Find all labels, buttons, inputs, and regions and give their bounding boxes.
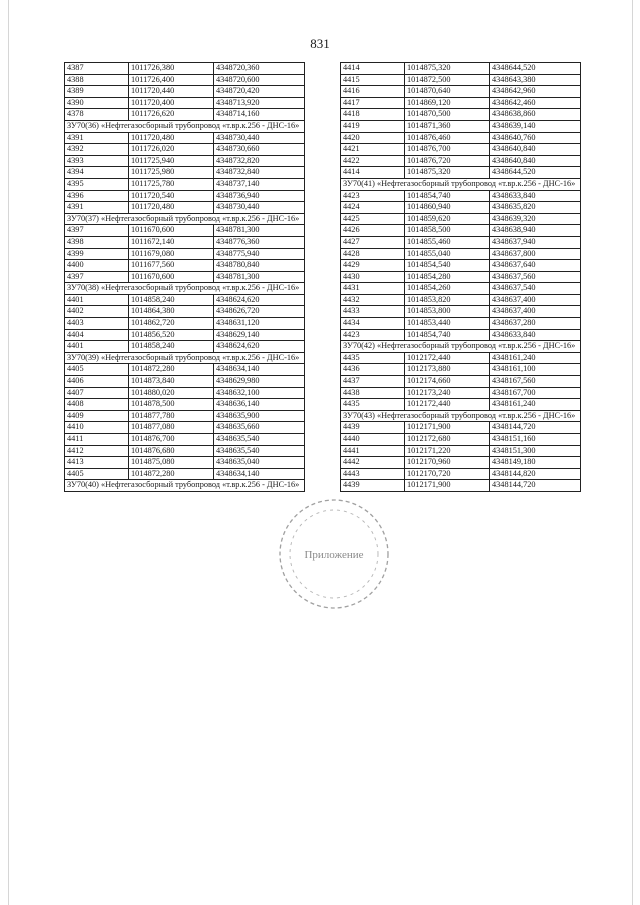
y-coordinate-cell: 4348736,940 bbox=[214, 191, 305, 202]
table-row bbox=[341, 283, 581, 295]
table-row bbox=[341, 237, 581, 249]
table-row bbox=[65, 133, 305, 145]
y-coordinate-cell: 4348636,140 bbox=[214, 399, 305, 410]
table-row bbox=[341, 364, 581, 376]
y-coordinate-cell: 4348144,820 bbox=[490, 469, 581, 480]
y-coordinate-cell: 4348713,920 bbox=[214, 98, 305, 109]
x-coordinate-cell: 1014869,120 bbox=[405, 98, 490, 109]
point-number-cell: 4443 bbox=[341, 469, 405, 480]
y-coordinate-cell: 4348732,840 bbox=[214, 167, 305, 178]
x-coordinate-cell: 1011670,600 bbox=[129, 225, 214, 236]
scan-edge-left bbox=[8, 0, 9, 905]
scan-edge-right bbox=[632, 0, 633, 905]
x-coordinate-cell: 1011726,620 bbox=[129, 109, 214, 120]
y-coordinate-cell: 4348637,560 bbox=[490, 272, 581, 283]
y-coordinate-cell: 4348637,800 bbox=[490, 249, 581, 260]
y-coordinate-cell: 4348151,160 bbox=[490, 434, 581, 445]
table-row bbox=[341, 225, 581, 237]
x-coordinate-cell: 1014880,020 bbox=[129, 388, 214, 399]
x-coordinate-cell: 1014877,080 bbox=[129, 422, 214, 433]
point-number-cell: 4388 bbox=[65, 75, 129, 86]
y-coordinate-cell: 4348633,840 bbox=[490, 330, 581, 341]
x-coordinate-cell: 1011677,560 bbox=[129, 260, 214, 271]
point-number-cell: 4435 bbox=[341, 399, 405, 410]
table-row bbox=[65, 75, 305, 87]
table-row bbox=[65, 364, 305, 376]
y-coordinate-cell: 4348730,660 bbox=[214, 144, 305, 155]
x-coordinate-cell: 1011720,480 bbox=[129, 202, 214, 213]
point-number-cell: 4423 bbox=[341, 191, 405, 202]
point-number-cell: 4432 bbox=[341, 295, 405, 306]
x-coordinate-cell: 1012170,720 bbox=[405, 469, 490, 480]
point-number-cell: 4420 bbox=[341, 133, 405, 144]
table-row bbox=[341, 376, 581, 388]
table-row bbox=[65, 295, 305, 307]
y-coordinate-cell: 4348781,300 bbox=[214, 225, 305, 236]
table-row bbox=[341, 167, 581, 179]
x-coordinate-cell: 1014854,260 bbox=[405, 283, 490, 294]
y-coordinate-cell: 4348640,840 bbox=[490, 156, 581, 167]
table-row bbox=[341, 272, 581, 284]
y-coordinate-cell: 4348737,140 bbox=[214, 179, 305, 190]
table-row bbox=[341, 202, 581, 214]
point-number-cell: 4402 bbox=[65, 306, 129, 317]
x-coordinate-cell: 1012174,660 bbox=[405, 376, 490, 387]
y-coordinate-cell: 4348638,860 bbox=[490, 109, 581, 120]
y-coordinate-cell: 4348161,240 bbox=[490, 399, 581, 410]
point-number-cell: 4404 bbox=[65, 330, 129, 341]
x-coordinate-cell: 1014875,320 bbox=[405, 167, 490, 178]
point-number-cell: 4430 bbox=[341, 272, 405, 283]
x-coordinate-cell: 1011726,020 bbox=[129, 144, 214, 155]
x-coordinate-cell: 1014872,500 bbox=[405, 75, 490, 86]
point-number-cell: 4414 bbox=[341, 167, 405, 178]
table-row bbox=[341, 353, 581, 365]
table-row bbox=[341, 318, 581, 330]
section-header: ЗУ70(37) «Нефтегазосборный трубопровод «т.вр.к.256 - ДНС-16» bbox=[65, 214, 305, 226]
y-coordinate-cell: 4348149,180 bbox=[490, 457, 581, 468]
x-coordinate-cell: 1011725,780 bbox=[129, 179, 214, 190]
table-row bbox=[341, 399, 581, 411]
y-coordinate-cell: 4348780,840 bbox=[214, 260, 305, 271]
point-number-cell: 4394 bbox=[65, 167, 129, 178]
x-coordinate-cell: 1014876,460 bbox=[405, 133, 490, 144]
stamp-text: Приложение bbox=[304, 549, 364, 561]
y-coordinate-cell: 4348635,540 bbox=[214, 446, 305, 457]
x-coordinate-cell: 1014870,640 bbox=[405, 86, 490, 97]
y-coordinate-cell: 4348640,760 bbox=[490, 133, 581, 144]
y-coordinate-cell: 4348624,620 bbox=[214, 341, 305, 352]
y-coordinate-cell: 4348634,140 bbox=[214, 469, 305, 480]
point-number-cell: 4398 bbox=[65, 237, 129, 248]
y-coordinate-cell: 4348626,720 bbox=[214, 306, 305, 317]
y-coordinate-cell: 4348714,160 bbox=[214, 109, 305, 120]
point-number-cell: 4416 bbox=[341, 86, 405, 97]
y-coordinate-cell: 4348720,600 bbox=[214, 75, 305, 86]
x-coordinate-cell: 1011726,400 bbox=[129, 75, 214, 86]
x-coordinate-cell: 1014875,320 bbox=[405, 63, 490, 74]
y-coordinate-cell: 4348633,840 bbox=[490, 191, 581, 202]
point-number-cell: 4424 bbox=[341, 202, 405, 213]
x-coordinate-cell: 1011672,140 bbox=[129, 237, 214, 248]
y-coordinate-cell: 4348644,520 bbox=[490, 167, 581, 178]
point-number-cell: 4426 bbox=[341, 225, 405, 236]
table-row bbox=[341, 63, 581, 75]
y-coordinate-cell: 4348635,660 bbox=[214, 422, 305, 433]
x-coordinate-cell: 1014872,280 bbox=[129, 469, 214, 480]
table-row bbox=[341, 214, 581, 226]
y-coordinate-cell: 4348637,640 bbox=[490, 260, 581, 271]
y-coordinate-cell: 4348730,440 bbox=[214, 133, 305, 144]
point-number-cell: 4405 bbox=[65, 364, 129, 375]
x-coordinate-cell: 1014864,380 bbox=[129, 306, 214, 317]
table-row bbox=[65, 202, 305, 214]
point-number-cell: 4437 bbox=[341, 376, 405, 387]
table-row bbox=[65, 422, 305, 434]
y-coordinate-cell: 4348629,140 bbox=[214, 330, 305, 341]
x-coordinate-cell: 1012173,880 bbox=[405, 364, 490, 375]
y-coordinate-cell: 4348730,440 bbox=[214, 202, 305, 213]
table-row bbox=[341, 422, 581, 434]
table-row bbox=[65, 330, 305, 342]
point-number-cell: 4440 bbox=[341, 434, 405, 445]
x-coordinate-cell: 1012171,900 bbox=[405, 422, 490, 433]
point-number-cell: 4393 bbox=[65, 156, 129, 167]
point-number-cell: 4439 bbox=[341, 422, 405, 433]
table-row bbox=[65, 272, 305, 284]
point-number-cell: 4387 bbox=[65, 63, 129, 74]
table-row bbox=[341, 86, 581, 98]
point-number-cell: 4431 bbox=[341, 283, 405, 294]
section-header: ЗУ70(36) «Нефтегазосборный трубопровод «т.вр.к.256 - ДНС-16» bbox=[65, 121, 305, 133]
y-coordinate-cell: 4348167,700 bbox=[490, 388, 581, 399]
x-coordinate-cell: 1014875,080 bbox=[129, 457, 214, 468]
point-number-cell: 4395 bbox=[65, 179, 129, 190]
table-row bbox=[341, 295, 581, 307]
x-coordinate-cell: 1011679,080 bbox=[129, 249, 214, 260]
y-coordinate-cell: 4348634,140 bbox=[214, 364, 305, 375]
y-coordinate-cell: 4348640,840 bbox=[490, 144, 581, 155]
section-header: ЗУ70(41) «Нефтегазосборный трубопровод «т.вр.к.256 - ДНС-16» bbox=[341, 179, 581, 191]
x-coordinate-cell: 1011725,980 bbox=[129, 167, 214, 178]
table-row bbox=[65, 179, 305, 191]
x-coordinate-cell: 1012171,220 bbox=[405, 446, 490, 457]
point-number-cell: 4434 bbox=[341, 318, 405, 329]
point-number-cell: 4397 bbox=[65, 225, 129, 236]
table-row bbox=[341, 191, 581, 203]
point-number-cell: 4428 bbox=[341, 249, 405, 260]
table-row bbox=[341, 434, 581, 446]
table-row bbox=[65, 376, 305, 388]
table-row bbox=[341, 75, 581, 87]
x-coordinate-cell: 1012173,240 bbox=[405, 388, 490, 399]
x-coordinate-cell: 1011725,940 bbox=[129, 156, 214, 167]
x-coordinate-cell: 1014858,240 bbox=[129, 341, 214, 352]
x-coordinate-cell: 1011720,400 bbox=[129, 98, 214, 109]
point-number-cell: 4391 bbox=[65, 133, 129, 144]
x-coordinate-cell: 1014870,500 bbox=[405, 109, 490, 120]
point-number-cell: 4415 bbox=[341, 75, 405, 86]
x-coordinate-cell: 1014854,280 bbox=[405, 272, 490, 283]
point-number-cell: 4417 bbox=[341, 98, 405, 109]
y-coordinate-cell: 4348151,300 bbox=[490, 446, 581, 457]
y-coordinate-cell: 4348775,940 bbox=[214, 249, 305, 260]
point-number-cell: 4409 bbox=[65, 411, 129, 422]
x-coordinate-cell: 1012172,440 bbox=[405, 399, 490, 410]
point-number-cell: 4422 bbox=[341, 156, 405, 167]
table-row bbox=[341, 469, 581, 481]
section-header: ЗУ70(42) «Нефтегазосборный трубопровод «т.вр.к.256 - ДНС-16» bbox=[341, 341, 581, 353]
y-coordinate-cell: 4348732,820 bbox=[214, 156, 305, 167]
y-coordinate-cell: 4348632,100 bbox=[214, 388, 305, 399]
x-coordinate-cell: 1014876,700 bbox=[405, 144, 490, 155]
table-row bbox=[341, 109, 581, 121]
point-number-cell: 4407 bbox=[65, 388, 129, 399]
y-coordinate-cell: 4348635,900 bbox=[214, 411, 305, 422]
x-coordinate-cell: 1011720,480 bbox=[129, 133, 214, 144]
table-row bbox=[65, 306, 305, 318]
table-row bbox=[341, 330, 581, 342]
page-number: 831 bbox=[310, 36, 330, 51]
x-coordinate-cell: 1014855,040 bbox=[405, 249, 490, 260]
point-number-cell: 4405 bbox=[65, 469, 129, 480]
y-coordinate-cell: 4348637,280 bbox=[490, 318, 581, 329]
table-row bbox=[341, 260, 581, 272]
point-number-cell: 4421 bbox=[341, 144, 405, 155]
x-coordinate-cell: 1011670,600 bbox=[129, 272, 214, 283]
section-header: ЗУ70(43) «Нефтегазосборный трубопровод «т.вр.к.256 - ДНС-16» bbox=[341, 411, 581, 423]
point-number-cell: 4390 bbox=[65, 98, 129, 109]
table-row bbox=[65, 167, 305, 179]
y-coordinate-cell: 4348631,120 bbox=[214, 318, 305, 329]
point-number-cell: 4397 bbox=[65, 272, 129, 283]
point-number-cell: 4412 bbox=[65, 446, 129, 457]
table-row bbox=[341, 249, 581, 261]
table-row bbox=[341, 144, 581, 156]
point-number-cell: 4391 bbox=[65, 202, 129, 213]
x-coordinate-cell: 1014873,840 bbox=[129, 376, 214, 387]
table-row bbox=[341, 306, 581, 318]
point-number-cell: 4378 bbox=[65, 109, 129, 120]
y-coordinate-cell: 4348642,960 bbox=[490, 86, 581, 97]
table-row bbox=[65, 249, 305, 261]
x-coordinate-cell: 1012172,440 bbox=[405, 353, 490, 364]
point-number-cell: 4408 bbox=[65, 399, 129, 410]
x-coordinate-cell: 1011720,540 bbox=[129, 191, 214, 202]
point-number-cell: 4399 bbox=[65, 249, 129, 260]
point-number-cell: 4411 bbox=[65, 434, 129, 445]
point-number-cell: 4400 bbox=[65, 260, 129, 271]
round-seal-icon bbox=[275, 495, 393, 613]
y-coordinate-cell: 4348635,540 bbox=[214, 434, 305, 445]
table-row bbox=[65, 156, 305, 168]
x-coordinate-cell: 1011726,380 bbox=[129, 63, 214, 74]
point-number-cell: 4401 bbox=[65, 295, 129, 306]
table-row bbox=[341, 446, 581, 458]
y-coordinate-cell: 4348624,620 bbox=[214, 295, 305, 306]
coordinates-table-right bbox=[340, 62, 581, 492]
x-coordinate-cell: 1014876,680 bbox=[129, 446, 214, 457]
x-coordinate-cell: 1014862,720 bbox=[129, 318, 214, 329]
point-number-cell: 4403 bbox=[65, 318, 129, 329]
table-row bbox=[65, 237, 305, 249]
coordinates-table-left bbox=[64, 62, 305, 492]
table-row bbox=[65, 318, 305, 330]
section-header: ЗУ70(39) «Нефтегазосборный трубопровод «т.вр.к.256 - ДНС-16» bbox=[65, 353, 305, 365]
section-header: ЗУ70(38) «Нефтегазосборный трубопровод «т.вр.к.256 - ДНС-16» bbox=[65, 283, 305, 295]
table-row bbox=[65, 388, 305, 400]
y-coordinate-cell: 4348642,460 bbox=[490, 98, 581, 109]
table-row bbox=[341, 480, 581, 492]
x-coordinate-cell: 1014872,280 bbox=[129, 364, 214, 375]
y-coordinate-cell: 4348629,980 bbox=[214, 376, 305, 387]
table-row bbox=[341, 156, 581, 168]
point-number-cell: 4418 bbox=[341, 109, 405, 120]
y-coordinate-cell: 4348639,140 bbox=[490, 121, 581, 132]
y-coordinate-cell: 4348638,940 bbox=[490, 225, 581, 236]
x-coordinate-cell: 1014853,800 bbox=[405, 306, 490, 317]
point-number-cell: 4419 bbox=[341, 121, 405, 132]
x-coordinate-cell: 1012172,680 bbox=[405, 434, 490, 445]
point-number-cell: 4438 bbox=[341, 388, 405, 399]
table-row bbox=[65, 469, 305, 481]
y-coordinate-cell: 4348637,400 bbox=[490, 306, 581, 317]
table-row bbox=[341, 388, 581, 400]
table-row bbox=[65, 341, 305, 353]
point-number-cell: 4427 bbox=[341, 237, 405, 248]
point-number-cell: 4439 bbox=[341, 480, 405, 491]
table-row bbox=[65, 411, 305, 423]
y-coordinate-cell: 4348639,320 bbox=[490, 214, 581, 225]
x-coordinate-cell: 1014855,460 bbox=[405, 237, 490, 248]
table-row bbox=[65, 191, 305, 203]
x-coordinate-cell: 1014858,500 bbox=[405, 225, 490, 236]
section-header: ЗУ70(40) «Нефтегазосборный трубопровод «т.вр.к.256 - ДНС-16» bbox=[65, 480, 305, 492]
x-coordinate-cell: 1014878,500 bbox=[129, 399, 214, 410]
point-number-cell: 4442 bbox=[341, 457, 405, 468]
point-number-cell: 4413 bbox=[65, 457, 129, 468]
x-coordinate-cell: 1014876,700 bbox=[129, 434, 214, 445]
point-number-cell: 4435 bbox=[341, 353, 405, 364]
point-number-cell: 4406 bbox=[65, 376, 129, 387]
y-coordinate-cell: 4348635,040 bbox=[214, 457, 305, 468]
point-number-cell: 4389 bbox=[65, 86, 129, 97]
table-row bbox=[341, 98, 581, 110]
point-number-cell: 4433 bbox=[341, 306, 405, 317]
y-coordinate-cell: 4348637,940 bbox=[490, 237, 581, 248]
x-coordinate-cell: 1014860,940 bbox=[405, 202, 490, 213]
table-row bbox=[341, 133, 581, 145]
y-coordinate-cell: 4348720,360 bbox=[214, 63, 305, 74]
table-row bbox=[341, 457, 581, 469]
point-number-cell: 4401 bbox=[65, 341, 129, 352]
table-row bbox=[65, 144, 305, 156]
x-coordinate-cell: 1014876,720 bbox=[405, 156, 490, 167]
point-number-cell: 4396 bbox=[65, 191, 129, 202]
point-number-cell: 4414 bbox=[341, 63, 405, 74]
x-coordinate-cell: 1014858,240 bbox=[129, 295, 214, 306]
x-coordinate-cell: 1014854,740 bbox=[405, 330, 490, 341]
table-row bbox=[65, 399, 305, 411]
point-number-cell: 4441 bbox=[341, 446, 405, 457]
x-coordinate-cell: 1012170,960 bbox=[405, 457, 490, 468]
y-coordinate-cell: 4348637,540 bbox=[490, 283, 581, 294]
x-coordinate-cell: 1014854,740 bbox=[405, 191, 490, 202]
point-number-cell: 4436 bbox=[341, 364, 405, 375]
x-coordinate-cell: 1014877,780 bbox=[129, 411, 214, 422]
y-coordinate-cell: 4348635,820 bbox=[490, 202, 581, 213]
y-coordinate-cell: 4348776,360 bbox=[214, 237, 305, 248]
x-coordinate-cell: 1014859,620 bbox=[405, 214, 490, 225]
point-number-cell: 4425 bbox=[341, 214, 405, 225]
point-number-cell: 4410 bbox=[65, 422, 129, 433]
y-coordinate-cell: 4348144,720 bbox=[490, 422, 581, 433]
table-row bbox=[341, 121, 581, 133]
y-coordinate-cell: 4348167,560 bbox=[490, 376, 581, 387]
x-coordinate-cell: 1014856,520 bbox=[129, 330, 214, 341]
point-number-cell: 4429 bbox=[341, 260, 405, 271]
x-coordinate-cell: 1011720,440 bbox=[129, 86, 214, 97]
x-coordinate-cell: 1014871,360 bbox=[405, 121, 490, 132]
y-coordinate-cell: 4348781,300 bbox=[214, 272, 305, 283]
table-row bbox=[65, 457, 305, 469]
x-coordinate-cell: 1012171,900 bbox=[405, 480, 490, 491]
y-coordinate-cell: 4348720,420 bbox=[214, 86, 305, 97]
x-coordinate-cell: 1014853,440 bbox=[405, 318, 490, 329]
table-row bbox=[65, 109, 305, 121]
point-number-cell: 4392 bbox=[65, 144, 129, 155]
y-coordinate-cell: 4348643,380 bbox=[490, 75, 581, 86]
table-row bbox=[65, 63, 305, 75]
y-coordinate-cell: 4348144,720 bbox=[490, 480, 581, 491]
x-coordinate-cell: 1014853,820 bbox=[405, 295, 490, 306]
y-coordinate-cell: 4348644,520 bbox=[490, 63, 581, 74]
y-coordinate-cell: 4348637,400 bbox=[490, 295, 581, 306]
y-coordinate-cell: 4348161,100 bbox=[490, 364, 581, 375]
table-row bbox=[65, 86, 305, 98]
point-number-cell: 4423 bbox=[341, 330, 405, 341]
x-coordinate-cell: 1014854,540 bbox=[405, 260, 490, 271]
table-row bbox=[65, 260, 305, 272]
table-row bbox=[65, 225, 305, 237]
table-row bbox=[65, 434, 305, 446]
table-row bbox=[65, 446, 305, 458]
y-coordinate-cell: 4348161,240 bbox=[490, 353, 581, 364]
table-row bbox=[65, 98, 305, 110]
